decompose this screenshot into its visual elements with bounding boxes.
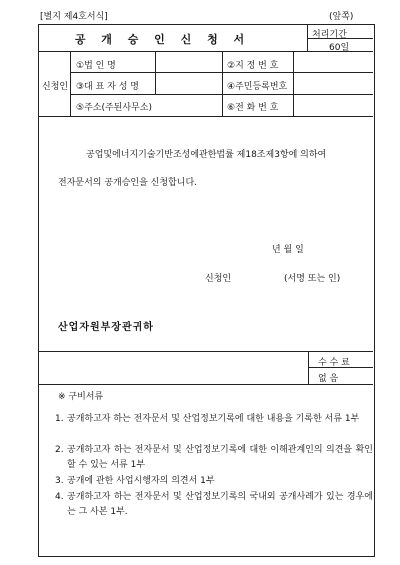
statement-line-2: 전자문서의 공개승인을 신청합니다. <box>58 178 197 188</box>
address-field[interactable] <box>157 96 220 114</box>
applicant-label: 신청인 <box>42 82 69 92</box>
date-line: 년 월 일 <box>272 245 304 255</box>
phone-number-label: ⑥전 화 번 호 <box>227 103 279 113</box>
representative-name-field[interactable] <box>157 74 220 92</box>
designation-number-field[interactable] <box>295 53 371 71</box>
addressee: 산업자원부장관귀하 <box>58 322 154 333</box>
processing-period-label: 처리기간 <box>312 30 347 40</box>
form-number: [별지 제4호서식] <box>40 12 108 22</box>
corporation-name-label: ①법 인 명 <box>76 61 116 71</box>
page-side-label: (앞쪽) <box>329 12 354 22</box>
signature-note: (서명 또는 인) <box>284 274 341 284</box>
required-documents-heading: ※ 구비서류 <box>58 392 104 402</box>
address-label: ⑤주소(주된사무소) <box>76 103 152 113</box>
phone-number-field[interactable] <box>295 96 371 114</box>
resident-number-field[interactable] <box>295 74 371 92</box>
form-title: 공 개 승 인 신 청 서 <box>74 33 251 46</box>
fee-label: 수 수 료 <box>318 358 350 368</box>
designation-number-label: ②지 정 번 호 <box>227 61 279 71</box>
list-item: 1. 공개하고자 하는 전자문서 및 산업정보기록에 대한 내용을 기록한 서류 1부 <box>55 414 360 424</box>
list-item: 4. 공개하고자 하는 전자문서 및 산업정보기록의 국내외 공개사례가 있는 경우에는 그 사본 1부. <box>55 492 373 517</box>
statement-line-1: 공업및에너지기술기반조성에관한법률 제18조제3항에 의하여 <box>86 150 327 160</box>
resident-number-label: ④주민등록번호 <box>227 82 288 92</box>
list-item: 3. 공개에 관한 사업시행자의 의견서 1부 <box>55 476 215 486</box>
processing-period-value: 60일 <box>329 43 350 53</box>
applicant-signature-label: 신청인 <box>205 274 232 284</box>
fee-value: 없 음 <box>318 374 339 384</box>
list-item: 2. 공개하고자 하는 전자문서 및 산업정보기록에 대한 이해관계인의 의견을 확인할 수 있는 서류 1부 <box>55 445 373 470</box>
representative-name-label: ③대 표 자 성 명 <box>76 82 139 92</box>
corporation-name-field[interactable] <box>157 53 220 71</box>
